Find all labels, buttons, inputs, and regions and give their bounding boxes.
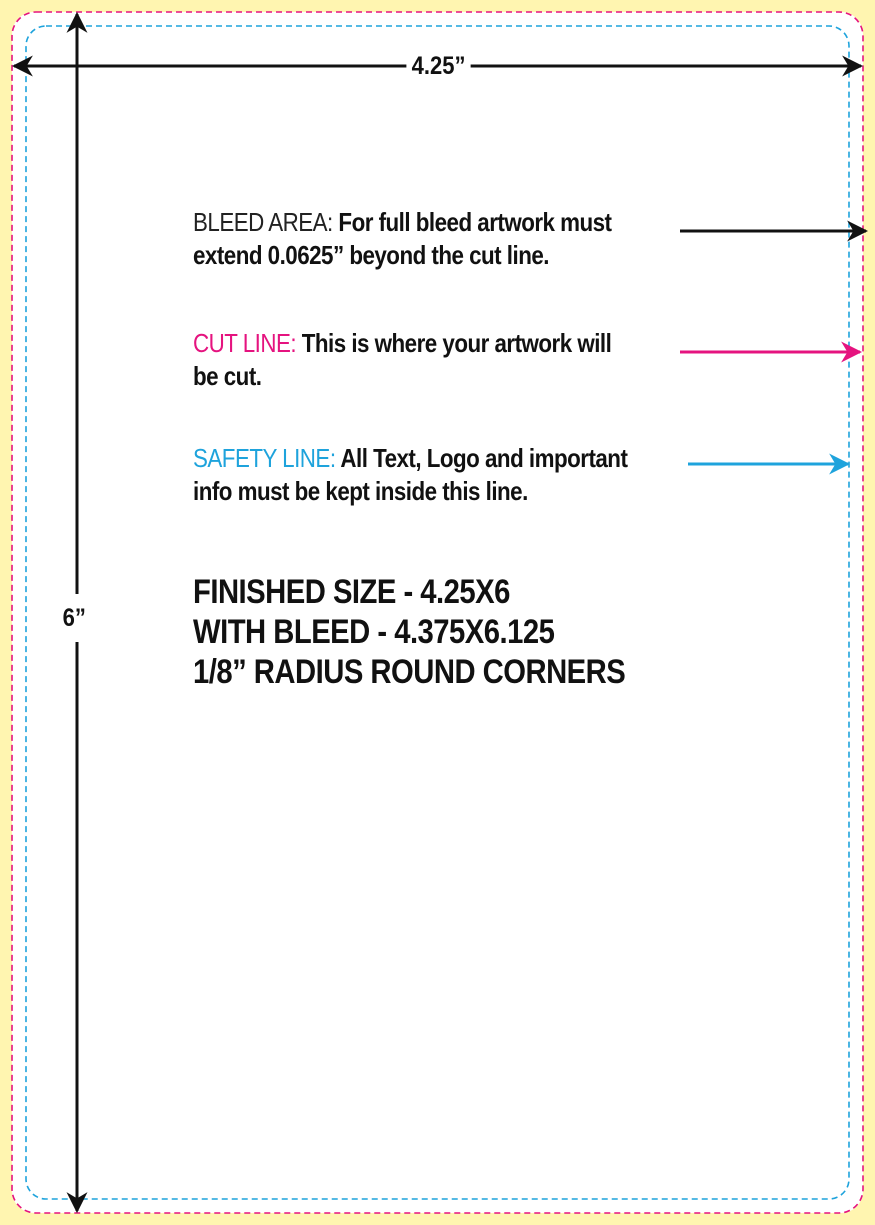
cut-line-text-line1: This is where your artwork will: [296, 328, 612, 358]
legend-cut: [193, 327, 611, 393]
finished-size-text: FINISHED SIZE - 4.25X6: [193, 573, 510, 611]
width-label: 4.25”: [406, 52, 470, 80]
bleed-area-label: BLEED AREA:: [193, 207, 333, 237]
safety-line-label: SAFETY LINE:: [193, 443, 336, 473]
safety-line-text-line1: All Text, Logo and important: [335, 443, 628, 473]
height-label: 6”: [59, 594, 89, 642]
corners-text: 1/8” RADIUS ROUND CORNERS: [193, 653, 626, 691]
with-bleed-text: WITH BLEED - 4.375X6.125: [193, 613, 555, 651]
specs-block: [193, 572, 625, 692]
bleed-area-text-line2: extend 0.0625” beyond the cut line.: [193, 240, 549, 270]
legend-bleed: [193, 206, 611, 272]
legend-safety: [193, 442, 627, 508]
cut-line-text-line2: be cut.: [193, 361, 262, 391]
bleed-area-text-line1: For full bleed artwork must: [332, 207, 612, 237]
cut-line-label: CUT LINE:: [193, 328, 297, 358]
safety-line-text-line2: info must be kept inside this line.: [193, 476, 528, 506]
